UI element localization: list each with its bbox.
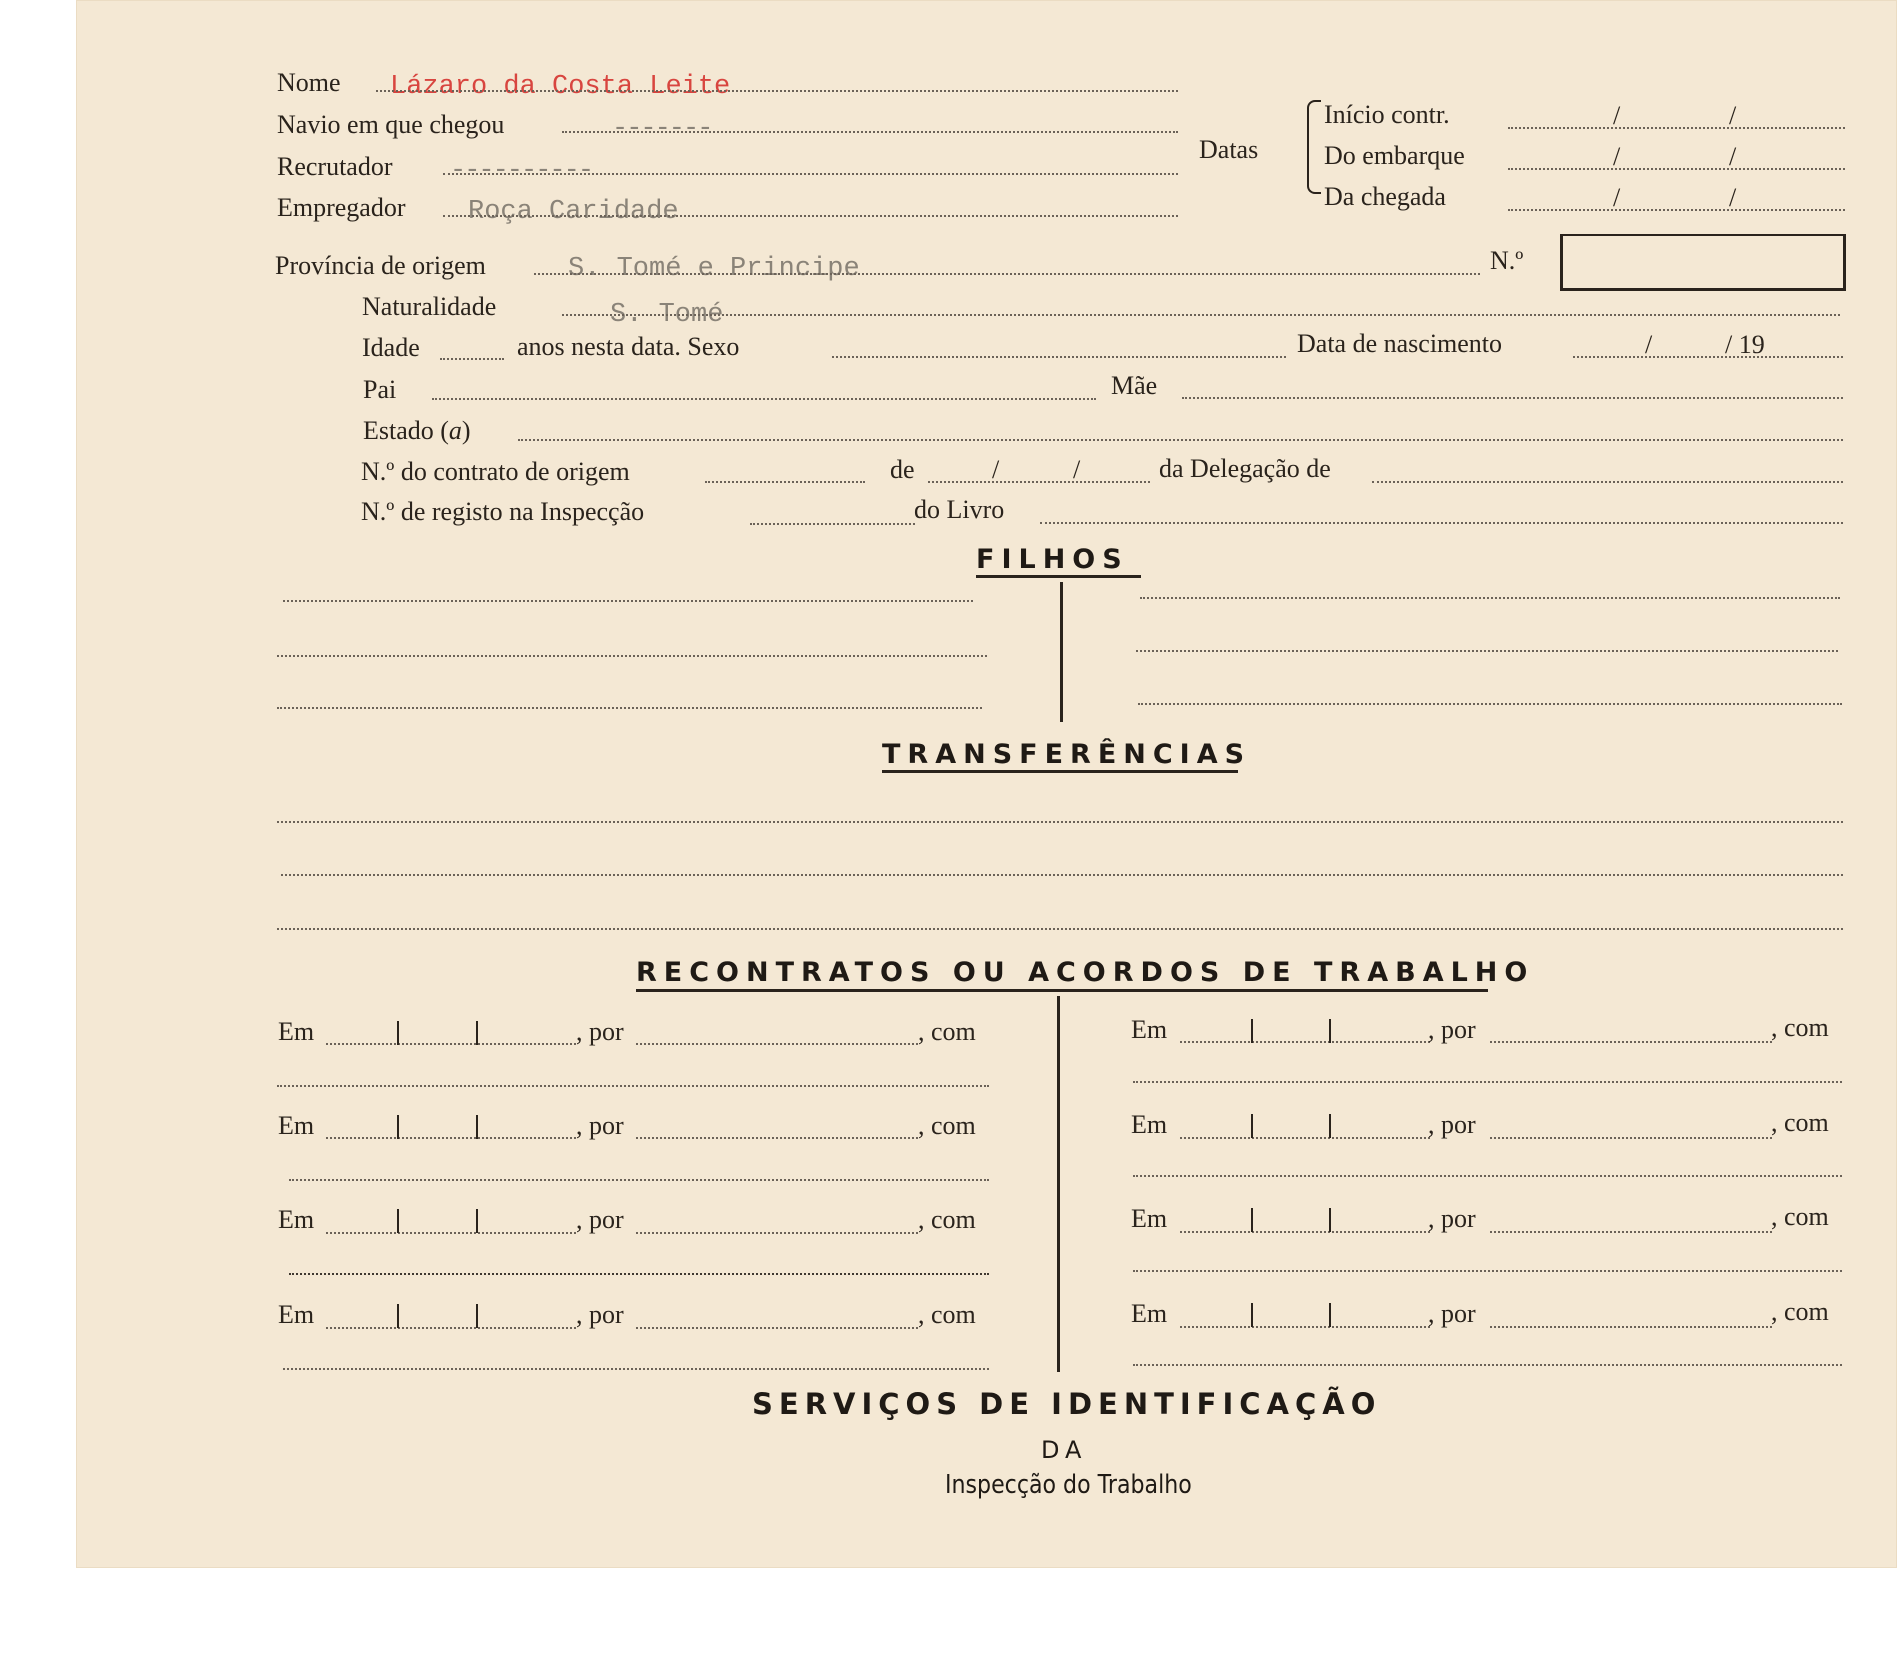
com-label: , com	[918, 1017, 976, 1046]
em-date-line[interactable]	[326, 1232, 576, 1234]
transferencia-line-3[interactable]	[277, 928, 1843, 930]
chegada-line[interactable]	[1508, 209, 1845, 211]
nascimento-year: / 19	[1725, 330, 1765, 359]
com-line[interactable]	[289, 1179, 989, 1181]
sexo-line[interactable]	[832, 356, 1286, 358]
numero-box[interactable]	[1560, 234, 1846, 291]
empregador-label: Empregador	[277, 193, 406, 222]
registo-label: N.º de registo na Inspecção	[361, 497, 645, 526]
navio-line[interactable]	[562, 131, 1178, 133]
date-separator	[476, 1021, 478, 1045]
embarque-line[interactable]	[1508, 168, 1845, 170]
por-line[interactable]	[1490, 1137, 1772, 1139]
naturalidade-value: S. Tomé	[610, 300, 724, 330]
em-date-line[interactable]	[326, 1327, 576, 1329]
empregador-line[interactable]	[443, 215, 1178, 217]
footer-da: DA	[1041, 1436, 1088, 1464]
filhos-divider	[1060, 582, 1063, 722]
date-separator	[476, 1115, 478, 1139]
naturalidade-line[interactable]	[562, 314, 1840, 316]
provincia-line[interactable]	[534, 273, 1480, 275]
em-date-line[interactable]	[1180, 1137, 1430, 1139]
por-label: , por	[1428, 1015, 1476, 1044]
filho-line-right-1[interactable]	[1140, 597, 1840, 599]
date-separator	[397, 1209, 399, 1233]
transferencias-heading: TRANSFERÊNCIAS	[882, 739, 1252, 770]
filhos-underline	[976, 575, 1141, 578]
navio-label: Navio em que chegou	[277, 110, 505, 139]
recrutador-line[interactable]	[443, 173, 1178, 175]
numero-label: N.º	[1490, 246, 1524, 275]
por-line[interactable]	[636, 1327, 918, 1329]
estado-line[interactable]	[518, 439, 1843, 441]
provincia-value: S. Tomé e Principe	[568, 254, 860, 284]
em-label: Em	[278, 1017, 315, 1046]
por-line[interactable]	[636, 1043, 918, 1045]
com-label: , com	[1771, 1297, 1829, 1326]
chegada-label: Da chegada	[1324, 182, 1446, 211]
em-date-line[interactable]	[1180, 1041, 1430, 1043]
com-line[interactable]	[1133, 1081, 1842, 1083]
pai-label: Pai	[363, 375, 397, 404]
livro-label: do Livro	[914, 495, 1005, 524]
footer-inspeccao: Inspecção do Trabalho	[945, 1470, 1192, 1500]
com-label: , com	[918, 1111, 976, 1140]
nascimento-label: Data de nascimento	[1297, 329, 1503, 358]
com-label: , com	[918, 1300, 976, 1329]
transferencias-underline	[882, 770, 1238, 773]
contrato-slash-1: /	[992, 455, 1000, 484]
recrutador-label: Recrutador	[277, 152, 393, 181]
footer-title: SERVIÇOS DE IDENTIFICAÇÃO	[752, 1387, 1382, 1421]
com-label: , com	[918, 1205, 976, 1234]
contrato-date-line[interactable]	[928, 481, 1150, 483]
por-line[interactable]	[1490, 1326, 1772, 1328]
inicio-slash-1: /	[1613, 101, 1621, 130]
transferencia-line-2[interactable]	[281, 874, 1843, 876]
por-label: , por	[1428, 1204, 1476, 1233]
date-separator	[1251, 1114, 1253, 1138]
em-date-line[interactable]	[1180, 1231, 1430, 1233]
em-label: Em	[1131, 1299, 1168, 1328]
nome-line[interactable]	[376, 90, 1178, 92]
mae-label: Mãe	[1111, 371, 1158, 400]
por-line[interactable]	[1490, 1041, 1772, 1043]
date-separator	[1329, 1114, 1331, 1138]
mae-line[interactable]	[1182, 397, 1843, 399]
navio-value: -------	[612, 114, 712, 144]
datas-label: Datas	[1199, 135, 1259, 164]
por-line[interactable]	[1490, 1231, 1772, 1233]
embarque-label: Do embarque	[1324, 141, 1465, 170]
com-line[interactable]	[289, 1273, 989, 1275]
nome-label: Nome	[277, 68, 341, 97]
recontratos-underline	[636, 989, 1488, 992]
registo-line[interactable]	[750, 523, 915, 525]
anos-sexo-label: anos nesta data. Sexo	[517, 332, 740, 361]
delegacao-label: da Delegação de	[1159, 454, 1331, 483]
date-separator	[1329, 1303, 1331, 1327]
por-line[interactable]	[636, 1232, 918, 1234]
embarque-slash-2: /	[1729, 142, 1737, 171]
provincia-label: Província de origem	[275, 251, 486, 280]
em-label: Em	[1131, 1015, 1168, 1044]
em-label: Em	[278, 1111, 315, 1140]
transferencia-line-1[interactable]	[277, 821, 1843, 823]
em-date-line[interactable]	[326, 1137, 576, 1139]
com-line[interactable]	[1133, 1364, 1842, 1366]
idade-label: Idade	[362, 333, 420, 362]
por-label: , por	[576, 1300, 624, 1329]
em-label: Em	[278, 1300, 315, 1329]
pai-line[interactable]	[432, 398, 1096, 400]
estado-label: Estado (a)	[363, 416, 471, 445]
date-separator	[397, 1115, 399, 1139]
em-label: Em	[1131, 1110, 1168, 1139]
por-label: , por	[576, 1205, 624, 1234]
date-separator	[1251, 1303, 1253, 1327]
com-line[interactable]	[283, 1368, 989, 1370]
inicio-slash-2: /	[1729, 101, 1737, 130]
recrutador-value: ----------	[450, 156, 593, 186]
filho-line-right-3[interactable]	[1138, 703, 1842, 705]
nascimento-slash: /	[1645, 330, 1653, 359]
em-date-line[interactable]	[1180, 1326, 1430, 1328]
date-separator	[1329, 1019, 1331, 1043]
idade-line[interactable]	[440, 358, 504, 360]
date-separator	[476, 1304, 478, 1328]
empregador-value: Roça Caridade	[468, 197, 679, 227]
filho-line-left-3[interactable]	[277, 707, 982, 709]
em-date-line[interactable]	[326, 1043, 576, 1045]
contrato-de-label: de	[890, 455, 915, 484]
inicio-line[interactable]	[1508, 127, 1845, 129]
date-separator	[476, 1209, 478, 1233]
inicio-label: Início contr.	[1324, 100, 1450, 129]
por-label: , por	[1428, 1110, 1476, 1139]
com-label: , com	[1771, 1013, 1829, 1042]
com-label: , com	[1771, 1202, 1829, 1231]
filho-line-left-1[interactable]	[283, 600, 973, 602]
com-line[interactable]	[277, 1085, 989, 1087]
filho-line-left-2[interactable]	[277, 655, 987, 657]
delegacao-line[interactable]	[1372, 481, 1843, 483]
em-label: Em	[1131, 1204, 1168, 1233]
por-label: , por	[1428, 1299, 1476, 1328]
por-line[interactable]	[636, 1137, 918, 1139]
date-separator	[1251, 1208, 1253, 1232]
date-separator	[397, 1304, 399, 1328]
nascimento-line[interactable]	[1573, 356, 1843, 358]
naturalidade-label: Naturalidade	[362, 292, 497, 321]
date-separator	[1251, 1019, 1253, 1043]
datas-brace	[1307, 100, 1321, 194]
nome-value: Lázaro da Costa Leite	[390, 72, 731, 102]
contrato-line[interactable]	[705, 481, 865, 483]
em-label: Em	[278, 1205, 315, 1234]
chegada-slash-2: /	[1729, 183, 1737, 212]
com-line[interactable]	[1133, 1270, 1842, 1272]
livro-line[interactable]	[1040, 522, 1843, 524]
com-label: , com	[1771, 1108, 1829, 1137]
filho-line-right-2[interactable]	[1136, 650, 1838, 652]
date-separator	[1329, 1208, 1331, 1232]
contrato-label: N.º do contrato de origem	[361, 457, 630, 486]
com-line[interactable]	[1133, 1175, 1842, 1177]
por-label: , por	[576, 1111, 624, 1140]
filhos-heading: FILHOS	[976, 544, 1129, 575]
contrato-slash-2: /	[1073, 455, 1081, 484]
recontratos-divider	[1057, 996, 1060, 1372]
por-label: , por	[576, 1017, 624, 1046]
embarque-slash-1: /	[1613, 142, 1621, 171]
chegada-slash-1: /	[1613, 183, 1621, 212]
recontratos-heading: RECONTRATOS OU ACORDOS DE TRABALHO	[636, 957, 1535, 988]
date-separator	[397, 1021, 399, 1045]
